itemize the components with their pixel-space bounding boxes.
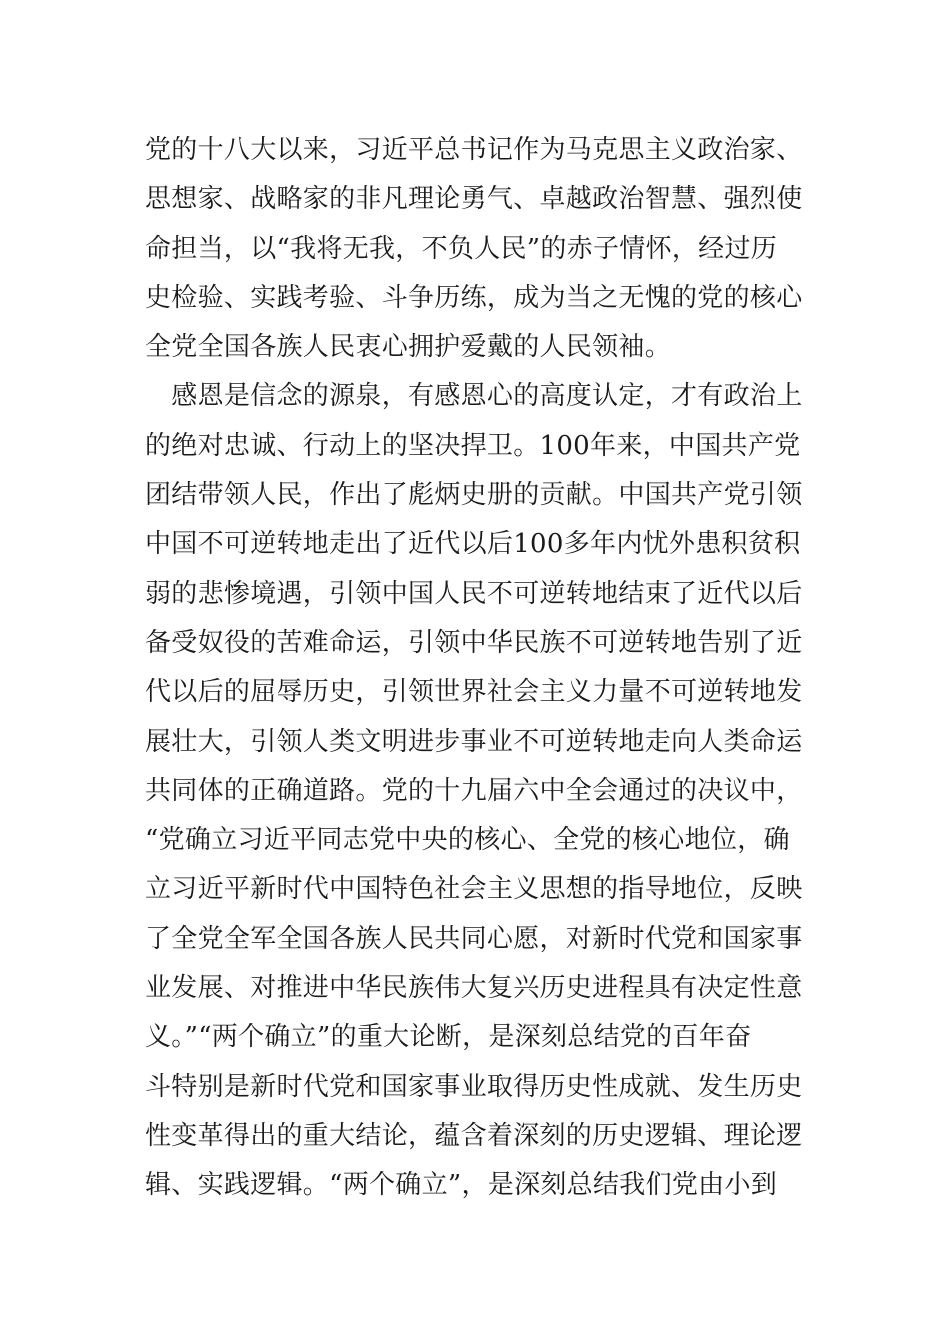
text-line: 备受奴役的苦难命运，引领中华民族不可逆转地告别了近	[145, 627, 803, 658]
text-line: 性变革得出的重大结论，蕴含着深刻的历史逻辑、理论逻	[145, 1120, 803, 1151]
text-line: 思想家、战略家的非凡理论勇气、卓越政治智慧、强烈使	[145, 184, 803, 215]
text-line: 立习近平新时代中国特色社会主义思想的指导地位，反映	[145, 874, 803, 905]
text-line: 代以后的屈辱历史，引领世界社会主义力量不可逆转地发	[145, 677, 803, 708]
text-line: 命担当，以“我将无我，不负人民”的赤子情怀，经过历	[145, 233, 778, 264]
text-line: 辑、实践逻辑。“两个确立”，是深刻总结我们党由小到	[145, 1170, 778, 1201]
paragraph-start-line: 感恩是信念的源泉，有感恩心的高度认定，才有政治上	[145, 381, 803, 412]
text-line: 斗特别是新时代党和国家事业取得历史性成就、发生历史	[145, 1071, 803, 1102]
text-line: 中国不可逆转地走出了近代以后100多年内忧外患积贫积	[145, 529, 801, 560]
text-line: 了全党全军全国各族人民共同心愿，对新时代党和国家事	[145, 923, 803, 954]
text-line: 义。”“两个确立”的重大论断，是深刻总结党的百年奋	[145, 1022, 752, 1053]
body-text	[145, 126, 815, 1211]
text-line: 党的十八大以来，习近平总书记作为马克思主义政治家、	[145, 135, 803, 165]
text-line: 团结带领人民，作出了彪炳史册的贡献。中国共产党引领	[145, 480, 803, 511]
text-line: 业发展、对推进中华民族伟大复兴历史进程具有决定性意	[145, 973, 803, 1004]
text-line: 弱的悲惨境遇，引领中国人民不可逆转地结束了近代以后	[145, 578, 803, 609]
text-line: 展壮大，引领人类文明进步事业不可逆转地走向人类命运	[145, 726, 803, 757]
text-line: “党确立习近平同志党中央的核心、全党的核心地位，确	[145, 825, 790, 856]
text-line: 全党全国各族人民衷心拥护爱戴的人民领袖。	[145, 332, 672, 363]
text-line: 共同体的正确道路。党的十九届六中全会通过的决议中，	[145, 775, 803, 806]
text-line: 的绝对忠诚、行动上的坚决捍卫。100年来，中国共产党	[145, 430, 801, 461]
text-line: 史检验、实践考验、斗争历练，成为当之无愧的党的核心	[145, 282, 803, 313]
